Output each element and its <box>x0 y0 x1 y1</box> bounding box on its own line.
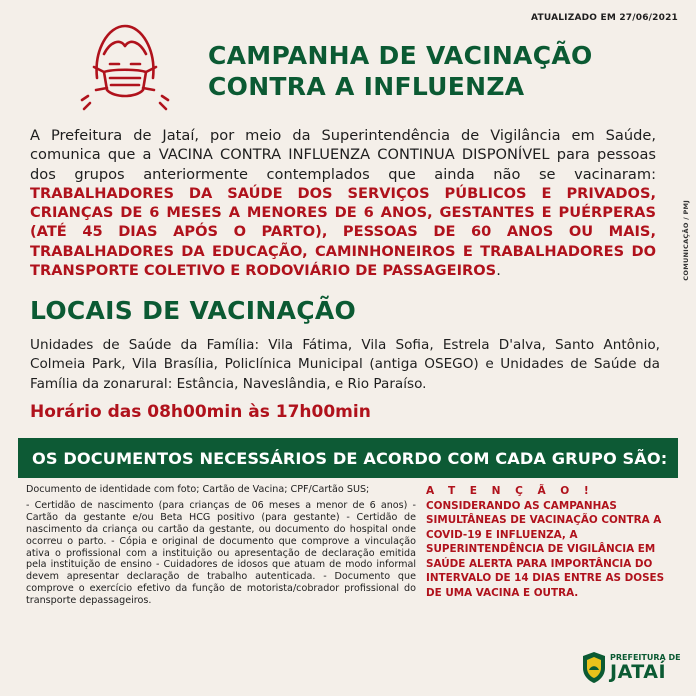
side-credit: COMUNICAÇÃO / PMJ <box>682 200 690 281</box>
documents-first-line: Documento de identidade com foto; Cartão de Vacina; CPF/Cartão SUS; <box>26 484 370 495</box>
documents-banner-text: OS DOCUMENTOS NECESSÁRIOS DE ACORDO COM CADA GRUPO SÃO: <box>32 449 668 468</box>
attention-box <box>426 484 676 600</box>
intro-text: A Prefeitura de Jataí, por meio da Superintendência de Vigilância em Saúde, comunica que a VACINA CONTRA INFLUENZA CONTINUA DISPONÍVEL para pessoas dos grupos anteriormente contemplados que ainda não se vacinaram: <box>30 127 656 183</box>
locations-title: LOCAIS DE VACINAÇÃO <box>30 296 357 325</box>
target-groups: TRABALHADORES DA SAÚDE DOS SERVIÇOS PÚBLICOS E PRIVADOS, CRIANÇAS DE 6 MESES A MENORES DE 6 ANOS, GESTANTES E PUÉRPERAS (ATÉ 45 DIAS APÓS O PARTO), PESSOAS DE 60 ANOS OU MAIS, TRABALHADORES DA EDUCAÇÃO, CAMINHONEIROS E TRABALHADORES DO TRANSPORTE COLETIVO E RODOVIÁRIO DE PASSAGEIROS <box>30 184 656 280</box>
prefeitura-logo <box>580 648 690 688</box>
face-mask-icon <box>80 20 170 112</box>
title-line-2: CONTRA A INFLUENZA <box>208 72 525 101</box>
city-crest-icon <box>580 650 608 684</box>
locations-text: Unidades de Saúde da Família: Vila Fátima, Vila Sofia, Estrela D'alva, Santo Antônio, Colmeia Park, Vila Brasília, Policlínica Municipal (antiga OSEGO) e Unidades de Saúde da Família da zonarural: Estância, Naveslândia, e Rio Paraíso. <box>30 337 660 392</box>
attention-text: CONSIDERANDO AS CAMPANHAS SIMULTÂNEAS DE VACINAÇÃO CONTRA A COVID-19 E INFLUENZA, A SUPERINTENDÊNCIA DE VIGILÂNCIA EM SAÚDE ALERTA PARA IMPORTÂNCIA DO INTERVALO DE 14 DIAS ENTRE AS DOSES DE UMA VACINA E OUTRA. <box>426 499 665 599</box>
intro-end: . <box>496 262 501 280</box>
title-line-1: CAMPANHA DE VACINAÇÃO <box>208 41 593 70</box>
campaign-title <box>208 40 593 102</box>
updated-date: ATUALIZADO EM 27/06/2021 <box>531 13 678 23</box>
attention-heading: ATENÇÃO! <box>426 485 604 497</box>
logo-small-text: PREFEITURA DE <box>610 653 681 662</box>
opening-hours: Horário das 08h00min às 17h00min <box>30 402 371 422</box>
documents-details: - Certidão de nascimento (para crianças de 06 meses a menor de 6 anos) - Cartão da gestante e/ou Beta HCG positivo (para gestante) - Certidão de nascimento da criança ou cartão da gestante, ou documento do hospital onde ocorreu o parto. - Cópia e original de documento que comprove a vinculação ativa o profissional com a instituição ou apresentação de declaração emitida pela instituição de ensino - Cuidadores de idosos que atuam de modo informal devem apresentar declaração de trabalho autenticada. - Documento que comprove o exercício efetivo da função de motorista/cobrador profissional do transporte depassageiros. <box>26 499 416 607</box>
intro-paragraph <box>30 126 656 280</box>
documents-list <box>26 484 416 607</box>
logo-big-text: JATAÍ <box>610 661 667 683</box>
